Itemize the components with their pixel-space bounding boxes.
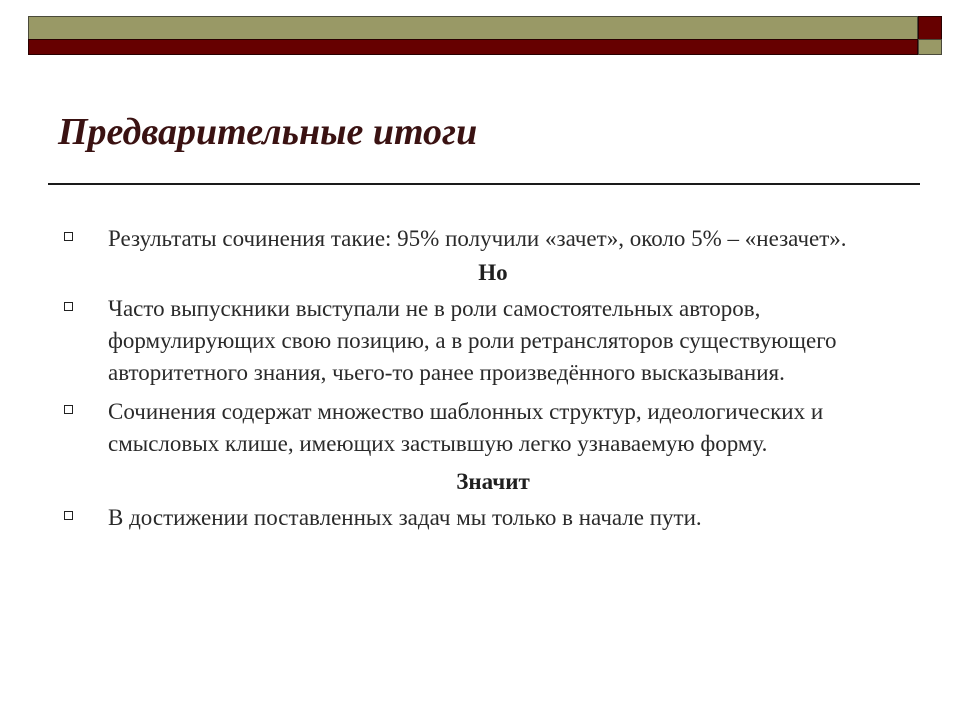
bullet-item-graduates-role [58, 293, 878, 389]
bullet-item-goals [58, 502, 878, 534]
slide-title: Предварительные итоги [58, 111, 478, 153]
header-corner-square-maroon [918, 16, 942, 40]
hollow-square-bullet-icon [64, 405, 73, 414]
hollow-square-bullet-icon [64, 511, 73, 520]
title-underline-divider [48, 183, 920, 185]
bullet-text: Результаты сочинения такие: 95% получили «зачет», около 5% – «незачет». [108, 226, 847, 251]
bullet-item-template-structures [58, 396, 878, 460]
hollow-square-bullet-icon [64, 302, 73, 311]
bullet-text: Сочинения содержат множество шаблонных структур, идеологических и смысловых клише, имеющих застывшую легко узнаваемую форму. [108, 399, 824, 456]
header-bar-olive [28, 16, 918, 40]
bullet-item-results [58, 223, 878, 255]
hollow-square-bullet-icon [64, 232, 73, 241]
bullet-text: Часто выпускники выступали не в роли самостоятельных авторов, формулирующих свою позицию, а в роли ретрансляторов существующего авторитетного знания, чьего-то ранее произведённого высказывания. [108, 296, 837, 385]
separator-but: Но [478, 260, 508, 285]
header-corner-square-olive [918, 39, 942, 55]
bullet-text: В достижении поставленных задач мы только в начале пути. [108, 505, 702, 530]
separator-therefore: Значит [456, 469, 530, 494]
header-bar-maroon [28, 39, 918, 55]
slide-body [58, 223, 878, 541]
